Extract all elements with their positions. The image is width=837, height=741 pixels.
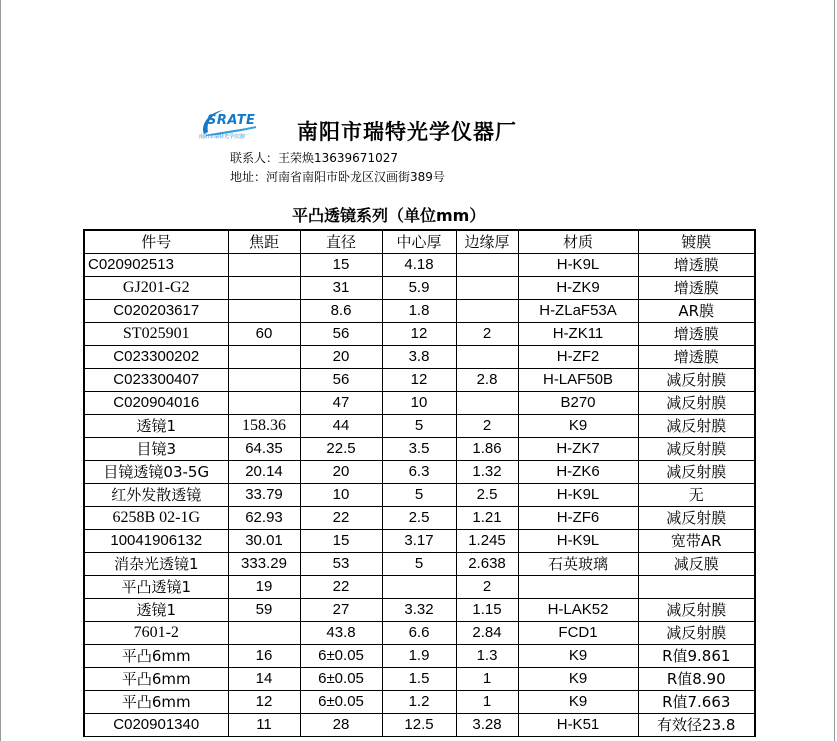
company-name: 南阳市瑞特光学仪器厂 — [297, 120, 517, 144]
edge-thickness-cell: 1.245 — [456, 530, 518, 553]
table-row — [84, 254, 755, 277]
table-row — [84, 530, 755, 553]
diameter-cell: 27 — [300, 599, 382, 622]
coating-cell: 增透膜 — [638, 277, 755, 300]
diameter-cell: 44 — [300, 415, 382, 438]
focal-length-cell: 11 — [228, 714, 300, 737]
coating-cell: 减反射膜 — [638, 599, 755, 622]
material-cell: H-ZK7 — [518, 438, 638, 461]
center-thickness-cell: 12 — [382, 323, 456, 346]
edge-thickness-cell: 2 — [456, 323, 518, 346]
diameter-cell: 47 — [300, 392, 382, 415]
focal-length-cell: 60 — [228, 323, 300, 346]
table-row — [84, 392, 755, 415]
diameter-cell: 43.8 — [300, 622, 382, 645]
center-thickness-cell: 3.17 — [382, 530, 456, 553]
center-thickness-cell: 3.8 — [382, 346, 456, 369]
part-number-cell: C023300202 — [84, 346, 228, 369]
focal-length-cell: 20.14 — [228, 461, 300, 484]
focal-length-cell: 59 — [228, 599, 300, 622]
part-number-cell: C023300407 — [84, 369, 228, 392]
coating-cell: 减反射膜 — [638, 369, 755, 392]
center-thickness-cell: 5 — [382, 553, 456, 576]
material-cell: K9 — [518, 415, 638, 438]
part-number-cell: C020902513 — [84, 254, 228, 277]
diameter-cell: 10 — [300, 484, 382, 507]
material-cell: 石英玻璃 — [518, 553, 638, 576]
part-number-cell: ST025901 — [84, 323, 228, 346]
table-row — [84, 645, 755, 668]
diameter-cell: 20 — [300, 346, 382, 369]
diameter-cell: 15 — [300, 530, 382, 553]
center-thickness-cell: 4.18 — [382, 254, 456, 277]
material-cell: H-K9L — [518, 530, 638, 553]
part-number-cell: 红外发散透镜 — [84, 484, 228, 507]
focal-length-cell: 12 — [228, 691, 300, 714]
table-row — [84, 668, 755, 691]
table-row — [84, 507, 755, 530]
contact-person: 联系人：王荣焕13639671027 — [230, 151, 398, 165]
edge-thickness-cell: 2.638 — [456, 553, 518, 576]
material-cell: H-LAK52 — [518, 599, 638, 622]
part-number-cell: 7601-2 — [84, 622, 228, 645]
coating-cell: R值9.861 — [638, 645, 755, 668]
part-number-cell: 透镜1 — [84, 415, 228, 438]
edge-thickness-cell: 2.8 — [456, 369, 518, 392]
diameter-cell: 28 — [300, 714, 382, 737]
edge-thickness-cell: 3.28 — [456, 714, 518, 737]
coating-cell: R值8.90 — [638, 668, 755, 691]
table-row — [84, 300, 755, 323]
part-number-cell: 平凸6mm — [84, 691, 228, 714]
focal-length-cell: 16 — [228, 645, 300, 668]
focal-length-cell: 33.79 — [228, 484, 300, 507]
center-thickness-cell: 5 — [382, 415, 456, 438]
diameter-cell: 56 — [300, 369, 382, 392]
edge-thickness-cell: 1 — [456, 691, 518, 714]
part-number-cell: 平凸6mm — [84, 668, 228, 691]
diameter-cell: 31 — [300, 277, 382, 300]
table-row — [84, 714, 755, 737]
edge-thickness-cell: 2.5 — [456, 484, 518, 507]
part-number-cell: 消杂光透镜1 — [84, 553, 228, 576]
diameter-cell: 6±0.05 — [300, 645, 382, 668]
focal-length-cell: 64.35 — [228, 438, 300, 461]
edge-thickness-cell: 1.86 — [456, 438, 518, 461]
table-header-row — [84, 230, 755, 254]
material-cell: FCD1 — [518, 622, 638, 645]
page-edge-right — [834, 0, 835, 741]
material-cell: K9 — [518, 645, 638, 668]
logo-wordmark: SRATE — [207, 113, 256, 128]
diameter-cell: 22 — [300, 507, 382, 530]
focal-length-cell — [228, 277, 300, 300]
focal-length-cell — [228, 392, 300, 415]
coating-cell — [638, 576, 755, 599]
edge-thickness-cell: 1.15 — [456, 599, 518, 622]
part-number-cell: 6258B 02-1G — [84, 507, 228, 530]
table-row — [84, 277, 755, 300]
diameter-cell: 6±0.05 — [300, 668, 382, 691]
table-row — [84, 553, 755, 576]
header-coating: 镀膜 — [638, 230, 755, 254]
focal-length-cell: 14 — [228, 668, 300, 691]
center-thickness-cell: 2.5 — [382, 507, 456, 530]
material-cell: K9 — [518, 668, 638, 691]
diameter-cell: 22.5 — [300, 438, 382, 461]
focal-length-cell: 158.36 — [228, 415, 300, 438]
center-thickness-cell: 5.9 — [382, 277, 456, 300]
material-cell: H-ZF6 — [518, 507, 638, 530]
company-address: 地址：河南省南阳市卧龙区汉画街389号 — [230, 170, 445, 184]
center-thickness-cell: 1.8 — [382, 300, 456, 323]
edge-thickness-cell: 1.32 — [456, 461, 518, 484]
part-number-cell: 目镜透镜03-5G — [84, 461, 228, 484]
part-number-cell: 10041906132 — [84, 530, 228, 553]
coating-cell: 增透膜 — [638, 346, 755, 369]
focal-length-cell — [228, 622, 300, 645]
logo-subtitle: 南阳市瑞特光学仪器厂 — [199, 134, 250, 140]
edge-thickness-cell — [456, 254, 518, 277]
center-thickness-cell: 6.6 — [382, 622, 456, 645]
center-thickness-cell: 6.3 — [382, 461, 456, 484]
focal-length-cell — [228, 369, 300, 392]
coating-cell: R值7.663 — [638, 691, 755, 714]
diameter-cell: 6±0.05 — [300, 691, 382, 714]
coating-cell: 增透膜 — [638, 323, 755, 346]
center-thickness-cell — [382, 576, 456, 599]
table-row — [84, 438, 755, 461]
table-row — [84, 461, 755, 484]
material-cell: K9 — [518, 691, 638, 714]
edge-thickness-cell — [456, 277, 518, 300]
table-row — [84, 599, 755, 622]
edge-thickness-cell: 1 — [456, 668, 518, 691]
center-thickness-cell: 1.5 — [382, 668, 456, 691]
focal-length-cell — [228, 346, 300, 369]
diameter-cell: 56 — [300, 323, 382, 346]
coating-cell: 减反射膜 — [638, 415, 755, 438]
edge-thickness-cell: 1.21 — [456, 507, 518, 530]
part-number-cell: 平凸透镜1 — [84, 576, 228, 599]
material-cell: H-K9L — [518, 254, 638, 277]
edge-thickness-cell — [456, 346, 518, 369]
header-edge-thickness: 边缘厚 — [456, 230, 518, 254]
table-row — [84, 484, 755, 507]
diameter-cell: 53 — [300, 553, 382, 576]
part-number-cell: 平凸6mm — [84, 645, 228, 668]
coating-cell: 有效径23.8 — [638, 714, 755, 737]
coating-cell: 无 — [638, 484, 755, 507]
table-row — [84, 691, 755, 714]
material-cell: H-ZK6 — [518, 461, 638, 484]
edge-thickness-cell: 2 — [456, 415, 518, 438]
part-number-cell: C020203617 — [84, 300, 228, 323]
coating-cell: 减反射膜 — [638, 507, 755, 530]
diameter-cell: 8.6 — [300, 300, 382, 323]
center-thickness-cell: 3.5 — [382, 438, 456, 461]
coating-cell: AR膜 — [638, 300, 755, 323]
center-thickness-cell: 12 — [382, 369, 456, 392]
table-row — [84, 576, 755, 599]
coating-cell: 减反膜 — [638, 553, 755, 576]
material-cell — [518, 576, 638, 599]
lens-spec-table — [83, 229, 756, 737]
table-title: 平凸透镜系列（单位mm） — [292, 206, 486, 225]
coating-cell: 减反射膜 — [638, 438, 755, 461]
table-row — [84, 369, 755, 392]
center-thickness-cell: 5 — [382, 484, 456, 507]
header-diameter: 直径 — [300, 230, 382, 254]
part-number-cell: GJ201-G2 — [84, 277, 228, 300]
material-cell: H-ZF2 — [518, 346, 638, 369]
table-row — [84, 622, 755, 645]
center-thickness-cell: 1.9 — [382, 645, 456, 668]
diameter-cell: 20 — [300, 461, 382, 484]
material-cell: H-ZK9 — [518, 277, 638, 300]
center-thickness-cell: 10 — [382, 392, 456, 415]
coating-cell: 减反射膜 — [638, 622, 755, 645]
edge-thickness-cell: 2 — [456, 576, 518, 599]
focal-length-cell — [228, 254, 300, 277]
center-thickness-cell: 1.2 — [382, 691, 456, 714]
table-row — [84, 415, 755, 438]
edge-thickness-cell: 2.84 — [456, 622, 518, 645]
page-edge-left — [0, 0, 1, 741]
diameter-cell: 22 — [300, 576, 382, 599]
part-number-cell: C020901340 — [84, 714, 228, 737]
coating-cell: 宽带AR — [638, 530, 755, 553]
header-center-thickness: 中心厚 — [382, 230, 456, 254]
part-number-cell: 目镜3 — [84, 438, 228, 461]
center-thickness-cell: 12.5 — [382, 714, 456, 737]
header-material: 材质 — [518, 230, 638, 254]
center-thickness-cell: 3.32 — [382, 599, 456, 622]
focal-length-cell: 19 — [228, 576, 300, 599]
part-number-cell: 透镜1 — [84, 599, 228, 622]
header-focal-length: 焦距 — [228, 230, 300, 254]
header-part-number: 件号 — [84, 230, 228, 254]
material-cell: H-ZK11 — [518, 323, 638, 346]
coating-cell: 增透膜 — [638, 254, 755, 277]
material-cell: B270 — [518, 392, 638, 415]
edge-thickness-cell — [456, 300, 518, 323]
part-number-cell: C020904016 — [84, 392, 228, 415]
coating-cell: 减反射膜 — [638, 392, 755, 415]
edge-thickness-cell — [456, 392, 518, 415]
focal-length-cell: 30.01 — [228, 530, 300, 553]
focal-length-cell — [228, 300, 300, 323]
diameter-cell: 15 — [300, 254, 382, 277]
material-cell: H-K51 — [518, 714, 638, 737]
material-cell: H-LAF50B — [518, 369, 638, 392]
edge-thickness-cell: 1.3 — [456, 645, 518, 668]
focal-length-cell: 62.93 — [228, 507, 300, 530]
table-row — [84, 346, 755, 369]
material-cell: H-ZLaF53A — [518, 300, 638, 323]
coating-cell: 减反射膜 — [638, 461, 755, 484]
company-logo — [198, 108, 268, 144]
material-cell: H-K9L — [518, 484, 638, 507]
focal-length-cell: 333.29 — [228, 553, 300, 576]
table-row — [84, 323, 755, 346]
